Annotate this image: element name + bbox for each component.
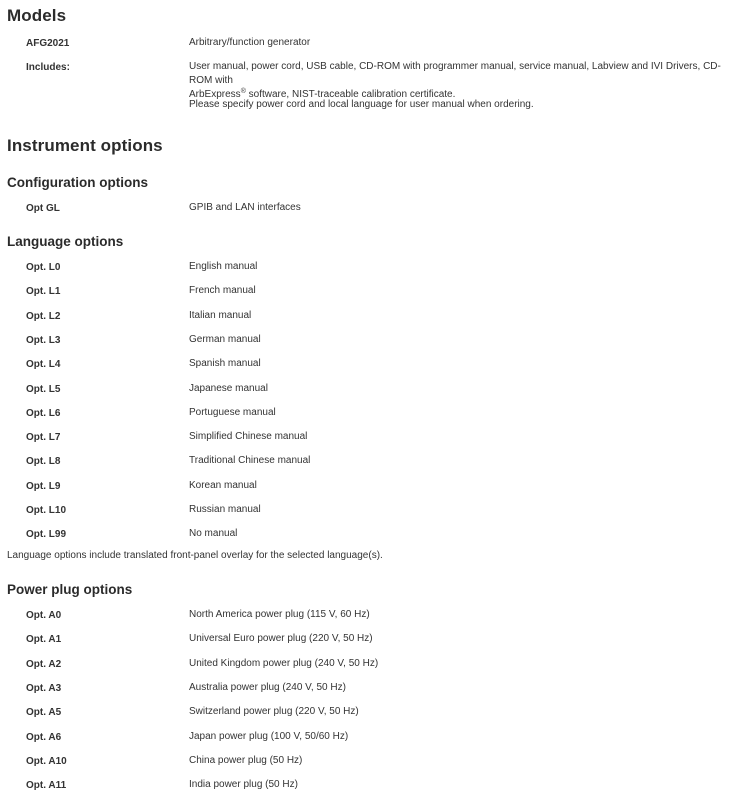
- option-value: German manual: [189, 334, 261, 345]
- option-key: Opt. A6: [26, 732, 62, 743]
- option-value: Spanish manual: [189, 358, 261, 369]
- option-value: Australia power plug (240 V, 50 Hz): [189, 682, 346, 693]
- language-options-heading: Language options: [7, 234, 124, 249]
- option-value: Japanese manual: [189, 383, 268, 394]
- includes-line-1: User manual, power cord, USB cable, CD-ROM with programmer manual, service manual, Labview and IVI Drivers, CD-ROM with: [189, 61, 721, 86]
- option-value: North America power plug (115 V, 60 Hz): [189, 609, 370, 620]
- option-value: No manual: [189, 528, 238, 539]
- configuration-options-heading: Configuration options: [7, 175, 148, 190]
- option-value: United Kingdom power plug (240 V, 50 Hz): [189, 658, 379, 669]
- includes-line-2-rest: software, NIST-traceable calibration certificate.: [245, 89, 456, 100]
- language-note: Language options include translated front-panel overlay for the selected language(s).: [7, 550, 383, 561]
- models-heading: Models: [7, 6, 67, 25]
- power-plug-options-heading: Power plug options: [7, 582, 133, 597]
- arbexpress-text: ArbExpress: [189, 89, 241, 100]
- option-key: Opt. L3: [26, 335, 61, 346]
- option-key: Opt. A1: [26, 634, 62, 645]
- ordering-note: Please specify power cord and local language for user manual when ordering.: [189, 99, 534, 110]
- option-key: Opt. L0: [26, 262, 61, 273]
- model-value: Arbitrary/function generator: [189, 37, 311, 48]
- option-value: China power plug (50 Hz): [189, 755, 303, 766]
- option-key: Opt. L4: [26, 359, 61, 370]
- option-value: Portuguese manual: [189, 407, 276, 418]
- option-value: Korean manual: [189, 480, 257, 491]
- option-value: GPIB and LAN interfaces: [189, 202, 301, 213]
- option-key: Opt. A3: [26, 683, 62, 694]
- instrument-options-heading: Instrument options: [7, 136, 163, 155]
- option-value: Traditional Chinese manual: [189, 455, 311, 466]
- option-key: Opt. L7: [26, 432, 61, 443]
- option-key: Opt. A11: [26, 780, 67, 791]
- option-key: Opt. A10: [26, 756, 67, 767]
- option-key: Opt GL: [26, 203, 60, 214]
- option-value: Simplified Chinese manual: [189, 431, 308, 442]
- option-key: Opt. L10: [26, 505, 67, 516]
- option-value: Italian manual: [189, 310, 252, 321]
- option-key: Opt. L6: [26, 408, 61, 419]
- option-value: French manual: [189, 285, 256, 296]
- option-value: Universal Euro power plug (220 V, 50 Hz): [189, 633, 373, 644]
- option-key: Opt. A0: [26, 610, 62, 621]
- option-key: Opt. L1: [26, 286, 61, 297]
- includes-value: [189, 60, 724, 102]
- option-key: Opt. L2: [26, 311, 61, 322]
- option-key: Opt. L5: [26, 384, 61, 395]
- option-key: Opt. A2: [26, 659, 62, 670]
- registered-mark: ®: [240, 88, 246, 95]
- option-value: Switzerland power plug (220 V, 50 Hz): [189, 706, 359, 717]
- model-key: AFG2021: [26, 38, 70, 49]
- option-value: India power plug (50 Hz): [189, 779, 298, 790]
- option-key: Opt. L99: [26, 529, 67, 540]
- includes-key: Includes:: [26, 62, 70, 73]
- option-value: English manual: [189, 261, 258, 272]
- option-key: Opt. L9: [26, 481, 61, 492]
- option-value: Russian manual: [189, 504, 261, 515]
- option-key: Opt. A5: [26, 707, 62, 718]
- option-key: Opt. L8: [26, 456, 61, 467]
- option-value: Japan power plug (100 V, 50/60 Hz): [189, 731, 349, 742]
